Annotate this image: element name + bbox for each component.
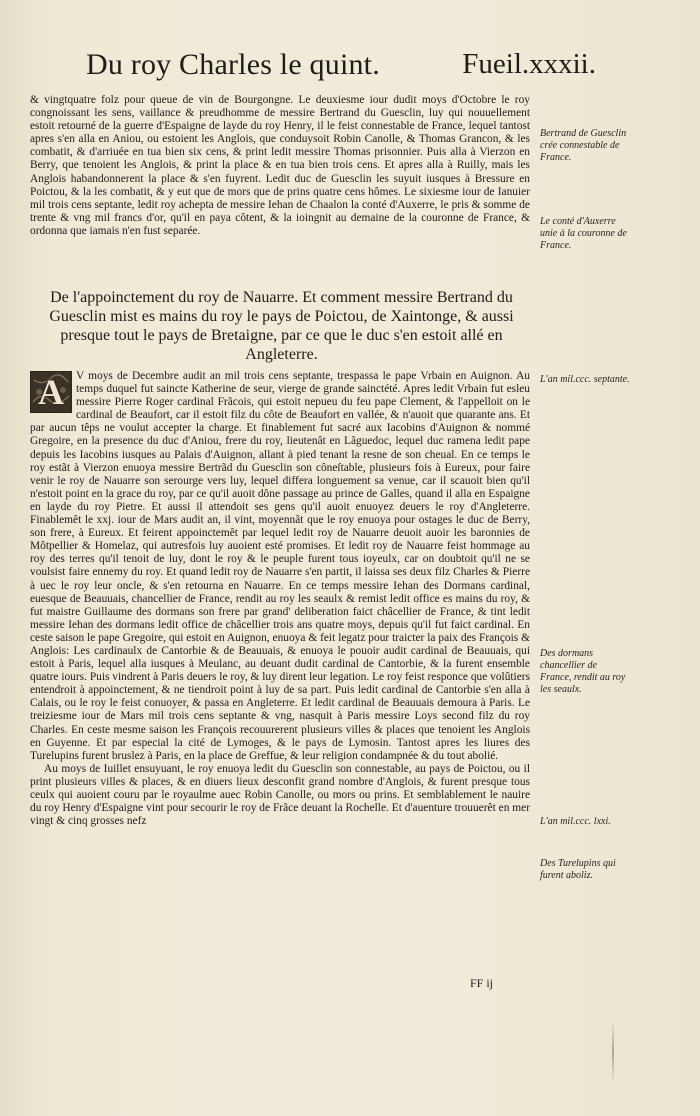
top-paragraph-text: & vingtquatre folz pour queue de vin de Bourgongne. Le deuxiesme iour dudit moys d'Octobre le roy congnoissant les sens, vaillance & preudhomme de messire Bertrand du Guesclin, luy qui nouuellement estoit retourné de la guerre d'Espaigne de layde du roy Henry, il le feist connestable de France, lequel tantost apres s'en alla en Aniou, ou estoient les Anglois, que conduysoit Robin Canolle, & Thomas Grancon, & les combatit, & d'arriuée en tua bien six cens, & print ledit messire Thomas prisonnier. Puis alla à Vierzon en Berry, que tenoient les Anglois, & print la place & en tua bien trois cens. Et apres alla à Ruilly, mais les Anglois habandonnerent la place & s'en fuyrent. Ledit duc de Guesclin les suyuit iusques à Bressure en Poictou, & la les combatit, & y eut que de mors que de prins quatre cens hômes. Le sixiesme iour de Ianuier mil trois cens septante, ledit roy achepta de messire Iehan de Chaalon la conté d'Auxerre, le pris & somme de trente & vng mil francs d'or, qu'il en paya côtent, & la ioingnit au demaine de la couronne de France, & ordonna que iamais n'en fust separée.: [30, 94, 530, 237]
chapter-body: [30, 370, 530, 828]
top-paragraph: [30, 94, 530, 238]
margin-note-bertrand: Bertrand de Guesclin crée connestable de France.: [540, 128, 627, 163]
margin-note-auxerre: Le conté d'Auxerre unie à la couronne de France.: [540, 216, 627, 251]
signature-mark: FF ij: [470, 976, 494, 990]
chapter-body-text: V moys de Decembre audit an mil trois cens septante, trespassa le pape Vrbain en Auignon. Au temps duquel fut saincte Katherine de seur, vierge de grande sainctété. Apres ledit Vrbain fut esleu messire Pierre Roger cardinal Frãcois, qui estoit nepueu du feu pape Clement, & l'appelloit on le cardinal de Beaufort, car il estoit filz du côte de Beaufort en vallée, & n'auoit que quarante ans. Et par aucun têps ne voulut accepter la charge. Et finablement fut sacré aux Iacobins d'Auignon & nommé Gregoire, en la presence du duc d'Aniou, frere du roy, lieutenât en Lãguedoc, lequel duc ramena ledit pape depuis les Iacobins iusques au Palais d'Auignon, allant à pied tenant la resne de son cheual. En ce temps le roy estãt à Vierzon enuoya messire Bertrãd du Guesclin son côneſtable, plusieurs fois à Eureux, pour faire venir le roy de Nauarre son serourge vers luy, lequel differa longuement sa venue, car il scauoit bien qu'il n'estoit point en la grace du roy, par ce qu'il auoit dône passage au prince de Galles, quand il alla en Espaigne en layde du roy Pietre. Et aussi il attendoit ses gens qu'il auoit enuoyez deuers le roy d'Angleterre. Finablemêt le xxj. iour de Mars audit an, il vint, moyennãt que le roy enuoya pour ostages le duc de Berry, son frere, à Eureux. Et feirent appoinctemêt par lequel ledit roy de Nauarre deuoit auoir les baronnies de Môtpellier & Homelaz, qui autresfois luy auoient esté promises. Et ledit roy de Nauarre feist hommage au roy des terres qu'il tenoit de luy, dont le roy & le peuple furent tous ioyeulx, car on doubtoit qu'il ne se voulsist faire ennemy du roy. Et quand ledit roy de Nauarre s'en partit, il laissa ses deux filz Charles & Pierre à uec le roy leur oncle, & s'en retourna en Nauarre. En ce temps messire Iehan des Dormans cardinal, euesque de Beauuais, chancellier de France, rendit au roy les seaulx & remist ledit office es mains du roy, & fut maistre Guillaume des dormans son frere par grand' deliberation faict châcellier de France, & tint ledit messire Iehan des dormans ledit office de châcellier trois ans quatre moys, depuis qu'il fut faict cardinal. En ceste saison le pape Gregoire, qui estoit en Auignon, enuoya & feit legatz pour traicter la paix des François & Anglois: Les cardinaulx de Cantorbie & de Beauuais, & enuoya le pouoir audit cardinal de Beauuais, qui estoit à Paris, lequel alla iusques à Meulanc, au deuant dudit cardinal de Cantorbie, & la furent ensemble quatre iours. Puis vindrent à Paris deuers le roy, & luy dirent leur legation. Le roy feist responce que volûtiers entendroit à appoinctement, & ne tiendroit point à luy de sa part. Puis ledit cardinal de Cantorbie s'en alla à Calais, ou le roy le feist conuoyer, & passa en Angleterre. Et ledit cardinal de Beauuais demoura à Paris. Le treiziesme iour de Mars mil trois cens septante & vng, nasquit à Paris messire Loys second filz du roy Charles. En ceste mesme saison les François recouurerent plusieurs villes & places que tenoient les Anglois en Guyenne. Et par especial la cité de Lymoges, & le pays de Lymosin. Tantost apres les liures des Turelupins furent bruslez à Paris, en la place de Greffue, & leur religion condampnée & du tout abolié.: [30, 370, 530, 762]
margin-note-turelupins: Des Turelupins qui furent aboliz.: [540, 858, 616, 881]
margin-note-year-1371: L'an mil.ccc. lxxi.: [540, 816, 611, 827]
page-header: [86, 48, 596, 88]
drop-cap-letter: A: [38, 372, 64, 412]
margin-note-year-1370: L'an mil.ccc. septante.: [540, 374, 630, 385]
margin-note-dormans: Des dormans chancellier de France, rendit au roy les seaulx.: [540, 648, 626, 695]
chapter-heading: De l'appoinctement du roy de Nauarre. Et comment messire Bertrand du Guesclin mist es mains du roy le pays de Poictou, de Xaintonge, & aussi presque tout le pays de Bretaigne, par ce que le duc s'en estoit allé en Angleterre.: [49, 289, 514, 363]
page-edge-shadow: [612, 1020, 614, 1084]
running-title: Du roy Charles le quint.: [86, 48, 380, 81]
folio-number: Fueil.xxxii.: [462, 48, 596, 80]
final-paragraph-text: Au moys de Iuillet ensuyuant, le roy enuoya ledit du Guesclin son connestable, au pays de Poictou, ou il print plusieurs villes & places, & en diuers lieux desconfit grand nombre d'Anglois, & furent presque tous ceulx qui auoient couru par le royaulme auec Robin Canolle, ou mors ou prins. Et semblablement le nauire du roy Henry d'Espaigne vint pour secourir le roy de Frãce deuant la Rochelle. Et d'auenture trouuerêt en mer vingt & cinq grosses nefz: [30, 762, 530, 828]
drop-cap-initial: [30, 371, 72, 413]
